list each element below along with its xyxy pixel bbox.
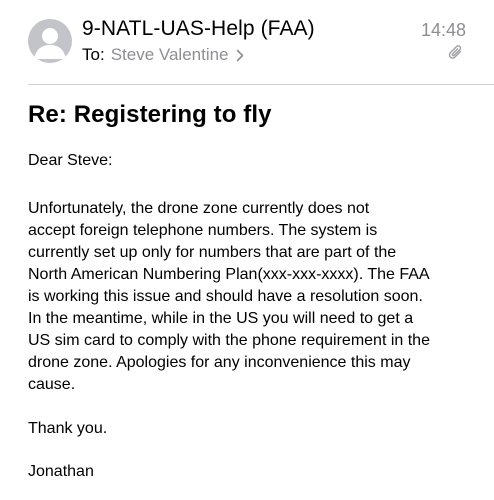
- body-line: drone zone. Apologies for any inconvenience this may: [28, 354, 411, 371]
- to-label: To:: [82, 45, 105, 64]
- body-line: In the meantime, while in the US you will need to get a: [28, 310, 414, 327]
- person-icon: [28, 19, 72, 63]
- body-line: is working this issue and should have a resolution soon.: [28, 288, 423, 305]
- recipient-name[interactable]: Steve Valentine: [110, 45, 229, 64]
- sender-name[interactable]: 9-NATL-UAS-Help (FAA): [82, 17, 315, 40]
- chevron-right-icon[interactable]: [236, 49, 244, 62]
- body-line: accept foreign telephone numbers. The system is: [28, 222, 378, 239]
- message-time: 14:48: [420, 20, 466, 40]
- closing: Thank you.: [28, 420, 108, 437]
- body-line: cause.: [28, 376, 76, 393]
- body-line: US sim card to comply with the phone requirement in the: [28, 332, 430, 349]
- body-line: currently set up only for numbers that are part of the: [28, 244, 397, 261]
- message-paragraph: [28, 198, 478, 396]
- email-header: [0, 0, 494, 84]
- email-subject: Re: Registering to fly: [28, 101, 272, 128]
- greeting: Dear Steve:: [28, 152, 113, 169]
- signature: Jonathan: [28, 463, 94, 480]
- paperclip-icon[interactable]: [448, 44, 464, 62]
- body-line: North American Numbering Plan(xxx-xxx-xxxx). The FAA: [28, 266, 430, 283]
- header-divider: [28, 84, 494, 85]
- recipient-line: [82, 44, 244, 66]
- body-line: Unfortunately, the drone zone currently does not: [28, 200, 370, 217]
- sender-avatar[interactable]: [28, 19, 72, 63]
